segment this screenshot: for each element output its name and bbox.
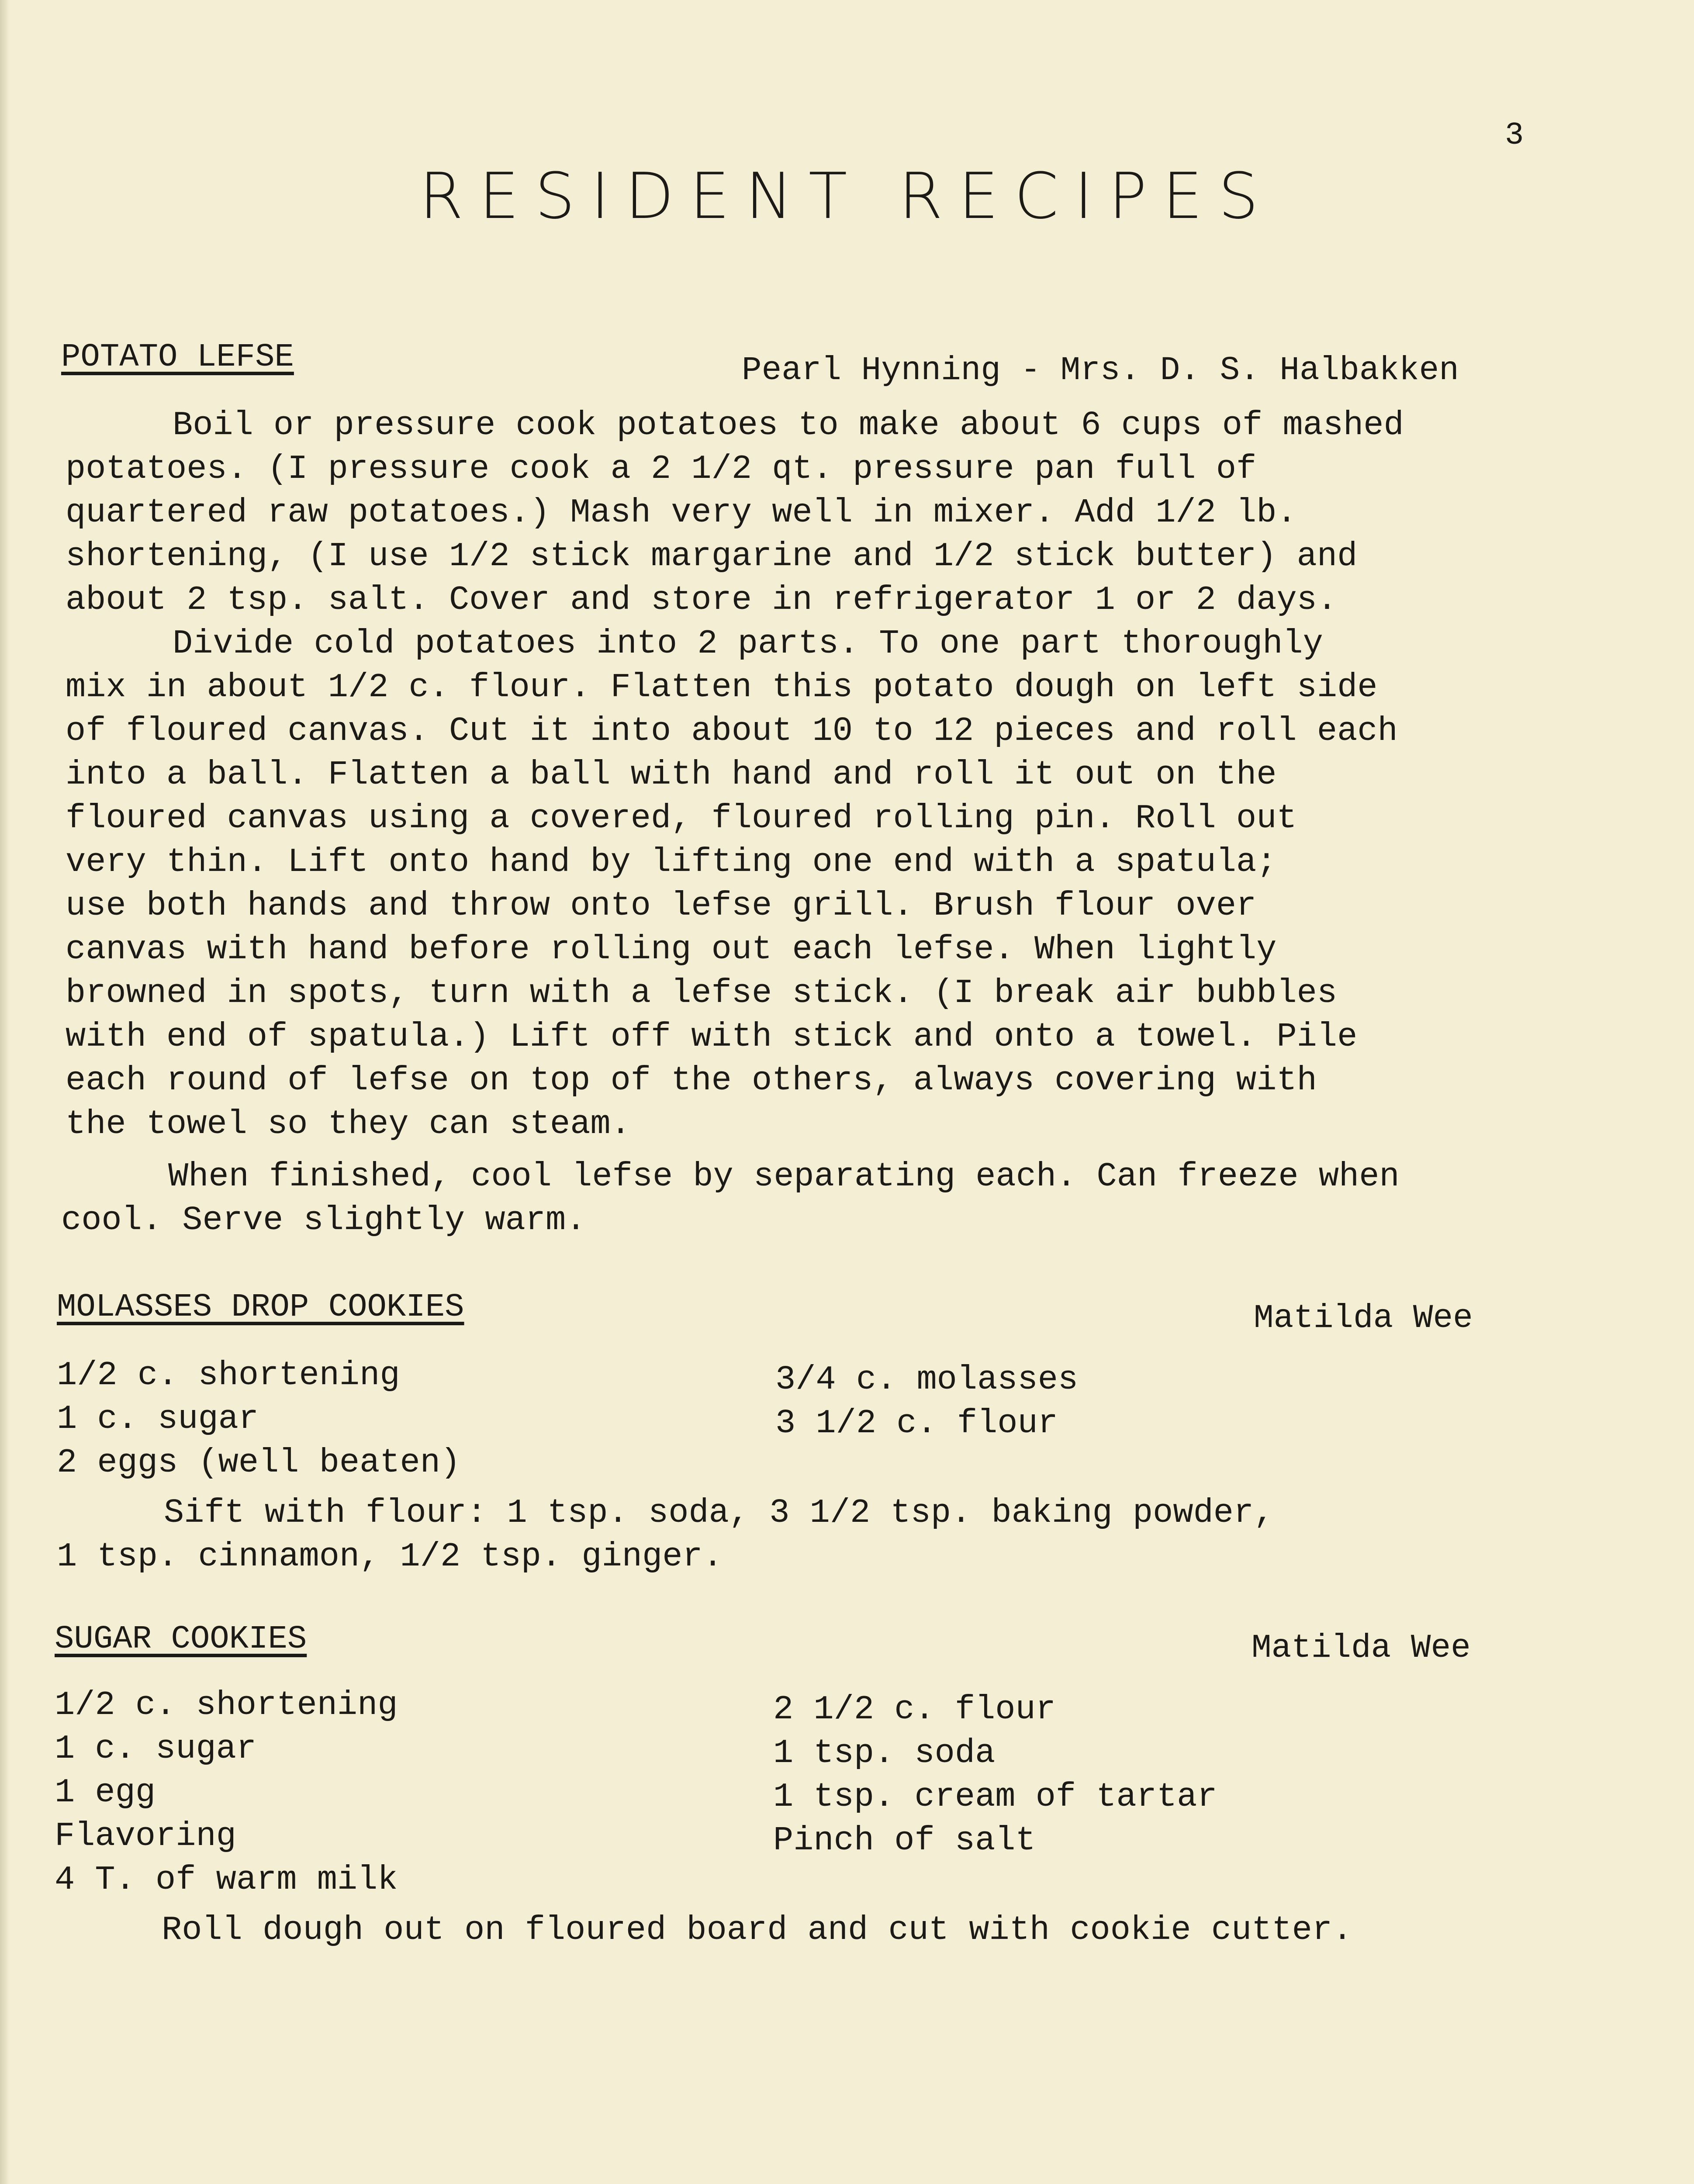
recipe-text-line: into a ball. Flatten a ball with hand and roll it out on the [66,756,1277,794]
ingredient-item: 1 tsp. cream of tartar [773,1778,1217,1816]
page-number: 3 [1505,117,1524,153]
recipe-text-line: Sift with flour: 1 tsp. soda, 3 1/2 tsp. baking powder, [164,1494,1274,1532]
recipe-heading-sugar-cookies: SUGAR COOKIES [55,1621,307,1658]
page-edge [0,0,10,2184]
ingredient-item: 3/4 c. molasses [775,1361,1079,1399]
recipe-heading-molasses-drop-cookies: MOLASSES DROP COOKIES [57,1289,464,1326]
recipe-text-line: browned in spots, turn with a lefse stick. (I break air bubbles [66,975,1338,1013]
recipe-heading-potato-lefse: POTATO LEFSE [61,339,294,376]
ingredient-item: 1 c. sugar [57,1400,259,1438]
recipe-text-line: very thin. Lift onto hand by lifting one end with a spatula; [66,843,1277,881]
recipe-author-sugar-cookies: Matilda Wee [1251,1629,1471,1667]
recipe-text-line: Boil or pressure cook potatoes to make about 6 cups of mashed [173,407,1404,445]
recipe-text-line: shortening, (I use 1/2 stick margarine and 1/2 stick butter) and [66,538,1358,576]
recipe-text-line: floured canvas using a covered, floured rolling pin. Roll out [66,800,1297,838]
recipe-author-potato-lefse: Pearl Hynning - Mrs. D. S. Halbakken [742,352,1459,389]
ingredient-item: 1 egg [55,1774,156,1812]
recipe-text-line: potatoes. (I pressure cook a 2 1/2 qt. pressure pan full of [66,450,1257,488]
recipe-text-line: about 2 tsp. salt. Cover and store in refrigerator 1 or 2 days. [66,581,1338,619]
ingredient-item: 2 1/2 c. flour [773,1691,1056,1729]
ingredient-item: Pinch of salt [773,1822,1036,1860]
recipe-text-line: Roll dough out on floured board and cut with cookie cutter. [162,1911,1353,1949]
ingredient-item: Flavoring [55,1818,236,1856]
page-title: RESIDENT RECIPES [419,159,1275,233]
ingredient-item: 1/2 c. shortening [55,1686,398,1724]
ingredient-item: 4 T. of warm milk [55,1861,398,1899]
ingredient-item: 1 c. sugar [55,1730,257,1768]
recipe-text-line: of floured canvas. Cut it into about 10 to 12 pieces and roll each [66,712,1398,750]
ingredient-item: 3 1/2 c. flour [775,1405,1058,1443]
recipe-author-molasses-drop-cookies: Matilda Wee [1254,1299,1473,1337]
ingredient-item: 2 eggs (well beaten) [57,1444,461,1482]
recipe-text-line: quartered raw potatoes.) Mash very well in mixer. Add 1/2 lb. [66,494,1297,532]
recipe-text-line: Divide cold potatoes into 2 parts. To one part thoroughly [173,625,1323,663]
ingredient-item: 1/2 c. shortening [57,1357,400,1395]
recipe-text-line: with end of spatula.) Lift off with stick and onto a towel. Pile [66,1018,1358,1056]
recipe-text-line: each round of lefse on top of the others, always covering with [66,1062,1317,1100]
ingredient-item: 1 tsp. soda [773,1735,996,1773]
recipe-text-line: use both hands and throw onto lefse grill. Brush flour over [66,887,1257,925]
recipe-text-line: the towel so they can steam. [66,1106,631,1144]
recipe-text-line: canvas with hand before rolling out each lefse. When lightly [66,931,1277,969]
recipe-text-line: 1 tsp. cinnamon, 1/2 tsp. ginger. [57,1538,723,1576]
recipe-text-line: cool. Serve slightly warm. [61,1202,586,1240]
recipe-text-line: mix in about 1/2 c. flour. Flatten this potato dough on left side [66,669,1378,707]
recipe-text-line: When finished, cool lefse by separating each. Can freeze when [168,1158,1400,1196]
